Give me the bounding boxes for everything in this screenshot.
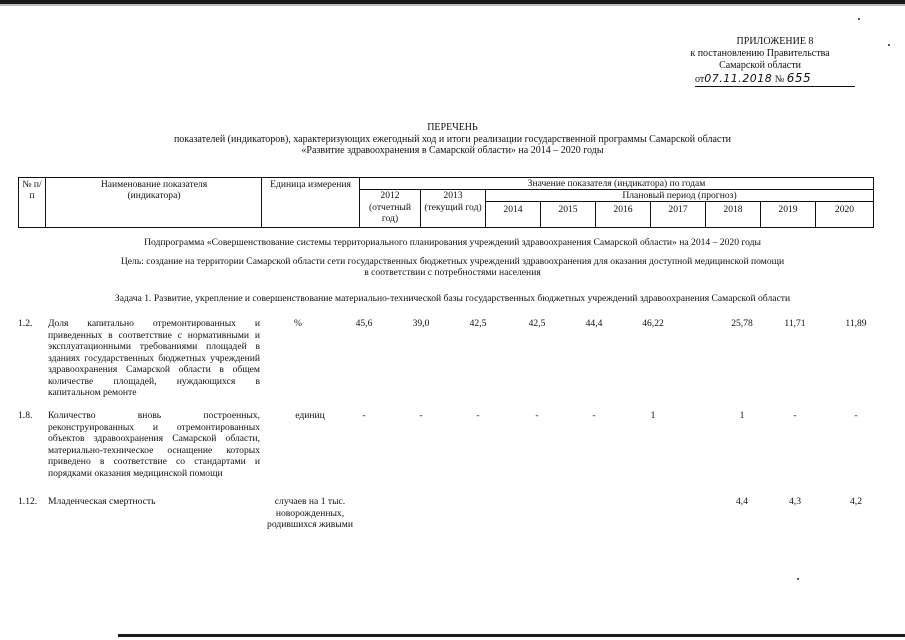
header-value-group: Значение показателя (индикатора) по годам bbox=[527, 178, 706, 189]
row-unit: % bbox=[294, 318, 302, 329]
value-2014: 42,5 bbox=[469, 318, 487, 329]
value-2018: 25,78 bbox=[731, 318, 753, 329]
value-2019: 11,71 bbox=[784, 318, 806, 329]
value-2017: 46,22 bbox=[642, 318, 664, 329]
header-num: № п/п bbox=[22, 179, 42, 201]
value-2015: - bbox=[535, 410, 539, 421]
col-divider bbox=[45, 178, 46, 227]
value-2013: 39,0 bbox=[412, 318, 430, 329]
header-year-2012: 2012 bbox=[380, 190, 400, 201]
value-2017: 1 bbox=[650, 410, 656, 421]
doc-title-line-2: «Развитие здравоохранения в Самарской области» на 2014 – 2020 годы bbox=[301, 145, 604, 156]
subprogram-line: Подпрограмма «Совершенствование системы территориального планирования учреждений здравоохранения Самарской области» на 2014 – 2020 годы bbox=[144, 237, 761, 248]
value-2013: - bbox=[419, 410, 423, 421]
header-unit: Единица измерения bbox=[270, 179, 351, 190]
header-year-2017: 2017 bbox=[668, 204, 688, 215]
header-year-2018: 2018 bbox=[723, 204, 743, 215]
value-2012: 45,6 bbox=[355, 318, 373, 329]
handwritten-number: 655 bbox=[786, 71, 812, 85]
row-indicator-name: Доля капитально отремонтированных и приведенных в соответствие с нормативными и эксплуатационными требованиями площадей в зданиях государственных бюджетных учреждений здравоохранения Самарской области в общем количестве площадей, нуждающихся в капитальном ремонте bbox=[48, 318, 260, 398]
value-2016: - bbox=[592, 410, 596, 421]
document-heading bbox=[0, 122, 905, 157]
value-2019: - bbox=[793, 410, 797, 421]
value-2016: 44,4 bbox=[585, 318, 603, 329]
doc-title-line-1: показателей (индикаторов), характеризующих ежегодный ход и итоги реализации государственной программы Самарской области bbox=[173, 133, 732, 145]
header-year-2013: 2013 bbox=[443, 190, 463, 201]
doc-title: ПЕРЕЧЕНЬ bbox=[427, 122, 478, 133]
row-number: 1.8. bbox=[18, 410, 33, 421]
value-2018: 1 bbox=[739, 410, 745, 421]
handwritten-date: 07.11.2018 bbox=[704, 72, 773, 85]
header-year-2019: 2019 bbox=[778, 204, 798, 215]
row-unit: единиц bbox=[295, 410, 325, 421]
appendix-title: ПРИЛОЖЕНИЕ 8 bbox=[736, 36, 814, 47]
scan-speck bbox=[858, 18, 860, 20]
goal-line-1: Цель: создание на территории Самарской области сети государственных бюджетных учреждений здравоохранения для оказания доступной медицинской помощи bbox=[120, 256, 785, 267]
value-2015: 42,5 bbox=[528, 318, 546, 329]
header-year-2015: 2015 bbox=[558, 204, 578, 215]
value-2019: 4,3 bbox=[789, 496, 801, 507]
appendix-block bbox=[660, 36, 860, 87]
header-plan-group: Плановый период (прогноз) bbox=[622, 190, 737, 201]
number-prefix: № bbox=[774, 74, 785, 85]
value-2018: 4,4 bbox=[736, 496, 748, 507]
date-prefix: от bbox=[695, 74, 705, 85]
value-2020: 11,89 bbox=[845, 318, 867, 329]
appendix-date-line bbox=[695, 72, 855, 87]
row-indicator-name: Младенческая смертность bbox=[48, 496, 156, 507]
row-number: 1.2. bbox=[18, 318, 33, 329]
task-line: Задача 1. Развитие, укрепление и совершенствование материально-технической базы государственных бюджетных учреждений здравоохранения Самарской области bbox=[114, 293, 791, 304]
header-year-2016: 2016 bbox=[613, 204, 633, 215]
value-2020: - bbox=[854, 410, 858, 421]
value-2020: 4,2 bbox=[850, 496, 862, 507]
scan-edge-bottom bbox=[118, 634, 905, 637]
header-year-2020: 2020 bbox=[834, 204, 855, 215]
appendix-line-2: Самарской области bbox=[719, 60, 801, 71]
header-year-2012-note: (отчетный год) bbox=[368, 202, 412, 224]
scan-edge-top-shade bbox=[0, 4, 905, 6]
row-unit: случаев на 1 тыс. новорожденных, родившихся живыми bbox=[267, 496, 353, 530]
header-year-2014: 2014 bbox=[503, 204, 523, 215]
table-header bbox=[18, 177, 874, 228]
value-2012: - bbox=[362, 410, 366, 421]
row-indicator-name: Количество вновь построенных, реконструированных и отремонтированных объектов здравоохранения Самарской области, материально-техническое оснащение которых приведено в соответствие со стандартами и порядками оказания медицинской помощи bbox=[48, 410, 260, 479]
header-name: Наименование показателя (индикатора) bbox=[100, 179, 208, 201]
scan-speck bbox=[888, 44, 890, 46]
header-year-2013-note: (текущий год) bbox=[424, 202, 482, 213]
appendix-line-1: к постановлению Правительства bbox=[690, 48, 830, 59]
row-number: 1.12. bbox=[18, 496, 38, 507]
scan-speck bbox=[797, 578, 799, 580]
value-2014: - bbox=[476, 410, 480, 421]
goal-line-2: в соответствии с потребностями населения bbox=[364, 267, 541, 278]
